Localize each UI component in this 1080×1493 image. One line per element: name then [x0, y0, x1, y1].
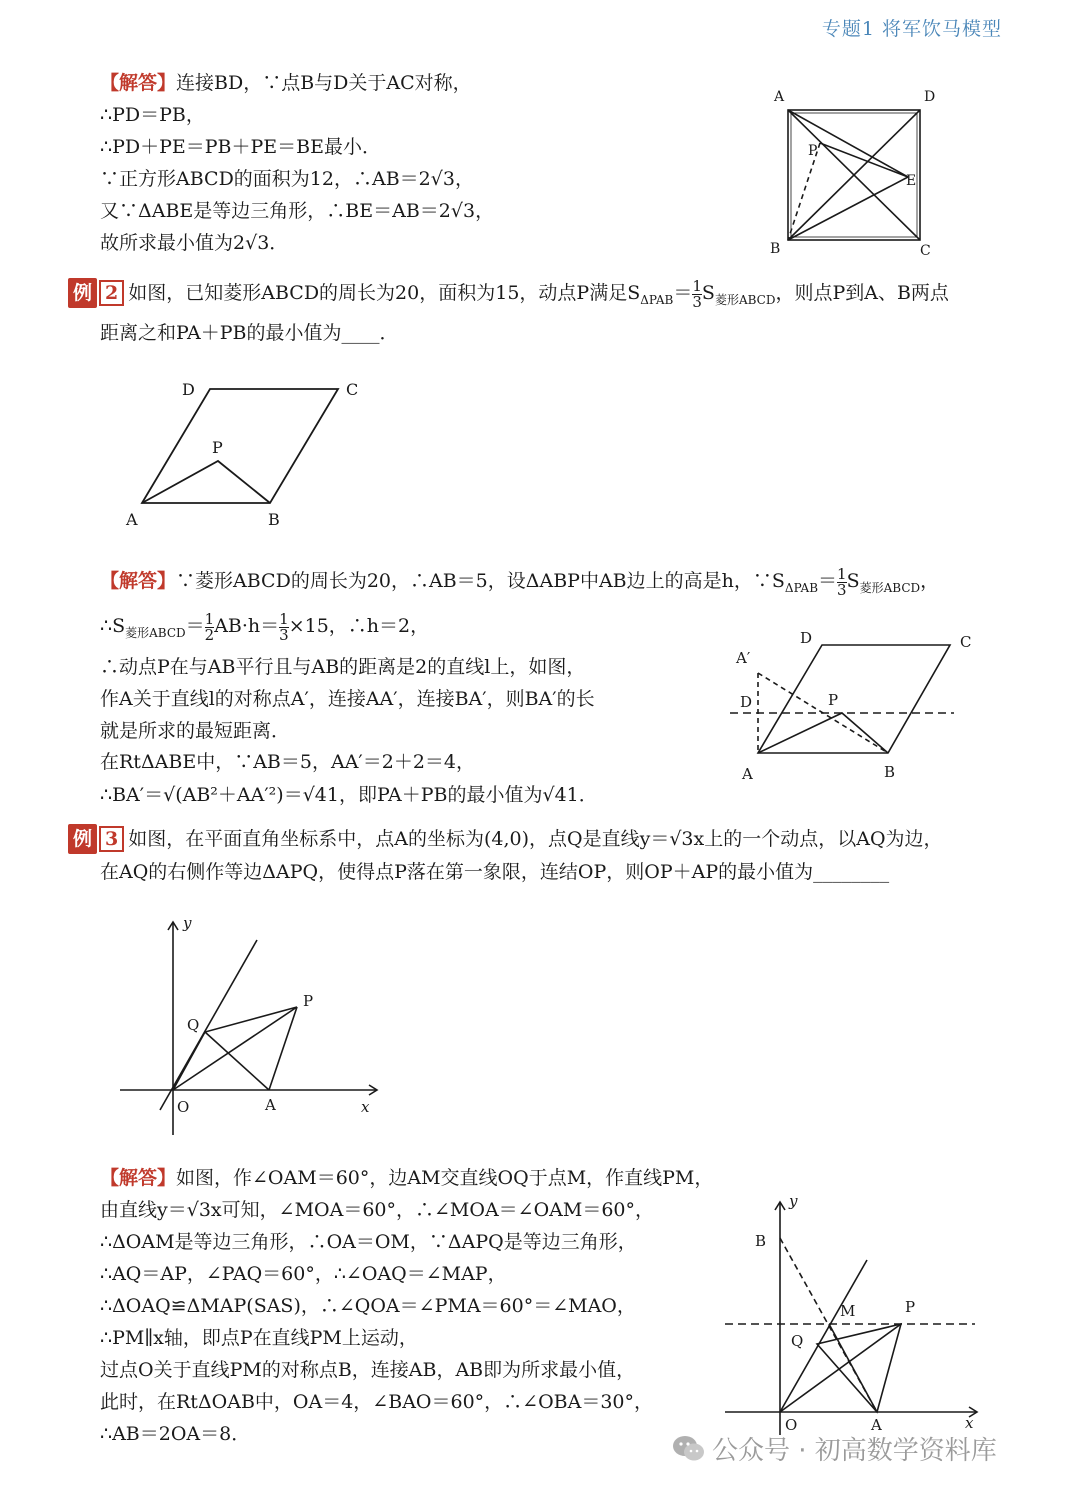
fig2-label-c: C — [346, 380, 359, 399]
solution2-line-6: 在RtΔABE中，∵AB＝5，AA′＝2＋2＝4， — [100, 751, 476, 773]
solution3-line-8: 此时，在RtΔOAB中，OA＝4，∠BAO＝60°，∴∠OBA＝30°， — [100, 1391, 654, 1413]
solution3-line-6: ∴PM∥x轴，即点P在直线PM上运动， — [100, 1327, 418, 1349]
fig2-label-a: A — [126, 510, 138, 529]
figure-coordinate-solution3 — [725, 1190, 990, 1435]
fig1-label-c: C — [920, 243, 931, 259]
figure-coordinate-example3 — [115, 910, 395, 1145]
fig1-label-e: E — [906, 173, 917, 189]
page-header: 专题1 将军饮马模型 — [821, 18, 1002, 40]
fig3-label-c: C — [960, 633, 972, 651]
solution3-line-1: 【解答】如图，作∠OAM＝60°，边AM交直线OQ于点M，作直线PM， — [100, 1167, 714, 1189]
solution1-line-4: ∵正方形ABCD的面积为12，∴AB＝2√3， — [100, 168, 474, 190]
solution-tag: 【解答】 — [100, 72, 177, 94]
example-number: 2 — [99, 280, 124, 306]
wechat-icon — [672, 1434, 706, 1464]
fig5-label-m: M — [840, 1302, 856, 1320]
fig5-label-o: O — [785, 1416, 798, 1434]
watermark-text: 公众号 · 初高数学资料库 — [712, 1436, 997, 1466]
example-tag: 例 — [68, 278, 97, 308]
figure-rhombus-reflection — [728, 625, 988, 790]
solution3-line-2: 由直线y＝√3x可知，∠MOA＝60°，∴∠MOA＝∠OAM＝60°， — [100, 1199, 655, 1221]
fig5-label-p: P — [905, 1298, 916, 1316]
fig4-label-p: P — [303, 992, 314, 1010]
fig3-label-b: B — [884, 763, 896, 781]
fig3-label-a-prime: A′ — [736, 649, 751, 667]
solution3-line-5: ∴ΔOAQ≌ΔMAP(SAS)，∴∠QOA＝∠PMA＝60°＝∠MAO， — [100, 1295, 636, 1317]
fig3-label-d-line: D — [740, 693, 753, 711]
fig4-label-a: A — [265, 1096, 276, 1114]
fig5-label-x: x — [965, 1414, 974, 1432]
solution2-line-5: 就是所求的最短距离． — [100, 720, 291, 742]
fig1-label-b: B — [770, 241, 781, 257]
fig3-label-d-top: D — [800, 629, 813, 647]
fig3-label-p: P — [828, 691, 839, 709]
solution1-line-1: 【解答】连接BD，∵点B与D关于AC对称， — [100, 72, 472, 94]
solution2-line-3: ∴动点P在与AB平行且与AB的距离是2的直线l上，如图， — [100, 656, 586, 678]
fig5-label-a: A — [871, 1416, 882, 1434]
solution1-line-3: ∴PD＋PE＝PB＋PE＝BE最小． — [100, 136, 381, 158]
fig2-label-b: B — [268, 510, 280, 529]
solution3-line-7: 过点O关于直线PM的对称点B，连接AB，AB即为所求最小值， — [100, 1359, 636, 1381]
solution2-line-4: 作A关于直线l的对称点A′，连接AA′，连接BA′，则BA′的长 — [100, 688, 595, 710]
solution2-line-2: $\therefore S_{菱形ABCD}=$ $\frac{1}{2}$ AB·h＝ $\frac{1}{3}$ ×15，∴h＝2， — [100, 609, 430, 644]
solution2-line-7: ∴BA′＝√(AB²＋AA′²)＝√41，即PA＋PB的最小值为√41． — [100, 784, 598, 806]
fig5-label-b: B — [755, 1232, 767, 1250]
figure-square-abcd — [760, 85, 950, 260]
fig1-label-p: P — [808, 143, 818, 159]
fig5-label-y: y — [789, 1192, 798, 1210]
fig4-label-o: O — [177, 1098, 190, 1116]
fig2-label-d: D — [182, 380, 195, 399]
fig5-label-q: Q — [791, 1332, 804, 1350]
fig1-label-d: D — [924, 89, 936, 105]
fig4-label-q: Q — [187, 1016, 200, 1034]
solution1-line-6: 故所求最小值为2√3． — [100, 232, 289, 254]
solution1-line-5: 又∵ΔABE是等边三角形，∴BE＝AB＝2√3， — [100, 200, 495, 222]
fig2-label-p: P — [212, 438, 223, 457]
fig4-label-x: x — [361, 1098, 370, 1116]
solution3-line-3: ∴ΔOAM是等边三角形，∴OA＝OM，∵ΔAPQ是等边三角形， — [100, 1231, 637, 1253]
example2-line-2: 距离之和PA＋PB的最小值为____． — [100, 322, 399, 344]
solution3-line-4: ∴AQ＝AP，∠PAQ＝60°，∴∠OAQ＝∠MAP， — [100, 1263, 507, 1285]
fig4-label-y: y — [183, 914, 192, 932]
fig1-label-a: A — [774, 89, 785, 105]
example2-line-1: 例 2 如图，已知菱形ABCD的周长为20，面积为15，动点P满足$S_{\Delta PAB}=$ $\frac{1}{3}$ $S_{菱形ABCD}$，则点P到A、B两点 — [68, 278, 949, 315]
example3-line-1: 例 3 如图，在平面直角坐标系中，点A的坐标为(4,0)，点Q是直线y＝√3x上的一个动点，以AQ为边， — [68, 824, 943, 854]
solution2-line-1: 【解答】∵菱形ABCD的周长为20，∴AB＝5，设ΔABP中AB边上的高是h，$\because S_{\Delta PAB}=$ $\frac{1}{3}$ $S_{菱形ABCD}$， — [100, 564, 940, 599]
fig3-label-a: A — [742, 765, 753, 783]
solution1-line-2: ∴PD＝PB， — [100, 104, 205, 126]
figure-rhombus — [120, 375, 380, 535]
solution3-line-9: ∴AB＝2OA＝8． — [100, 1423, 251, 1445]
example3-line-2: 在AQ的右侧作等边ΔAPQ，使得点P落在第一象限，连结OP，则OP＋AP的最小值为________ — [100, 861, 890, 883]
